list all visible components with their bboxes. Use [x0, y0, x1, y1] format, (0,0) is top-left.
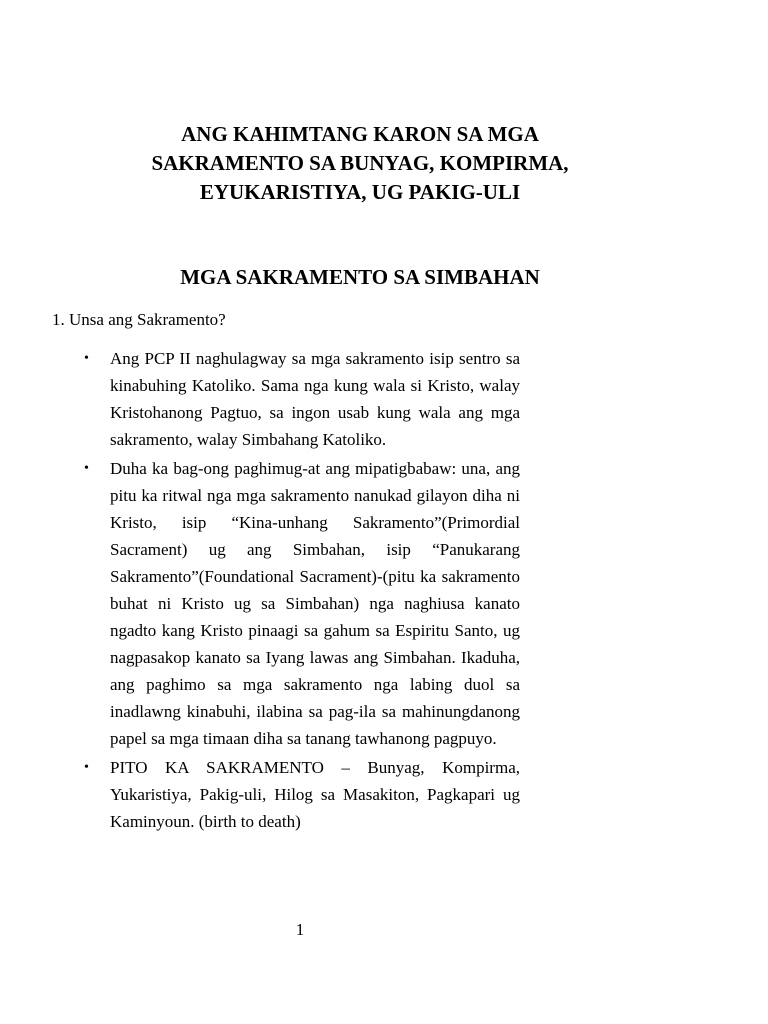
- bullet-item-2: [82, 455, 520, 752]
- title-line-3: EYUKARISTIYA, UG PAKIG-ULI: [199, 180, 521, 204]
- section-heading: MGA SAKRAMENTO SA SIMBAHAN: [180, 265, 540, 289]
- bullet-marker: •: [84, 760, 89, 775]
- bullet-marker: •: [84, 461, 89, 476]
- bullet-item-1: [82, 345, 520, 453]
- bullet-text: Duha ka bag-ong paghimug-at ang mipatigbabaw: una, ang pitu ka ritwal nga mga sakramento nanukad gilayon diha ni Kristo, isip “Kina-unhang Sakramento”(Primordial Sacrament) ug ang Simbahan, isip “Panukarang Sakramento”(Foundational Sacrament)-(pitu ka sakramento buhat ni Kristo ug sa Simbahan) nga naghiusa kanato ngadto kang Kristo pinaagi sa gahum sa Espiritu Santo, ug nagpasakop kanato sa Iyang lawas ang Simbahan. Ikaduha, ang paghimo sa mga sakramento nga labing duol sa inadlawng kinabuhi, ilabina sa pag-ila sa mahinungdanong papel sa mga timaan diha sa tanang tawhanong pagpuyo.: [110, 459, 520, 748]
- bullet-text: PITO KA SAKRAMENTO – Bunyag, Kompirma, Yukaristiya, Pakig-uli, Hilog sa Masakiton, Pagkapari ug Kaminyoun. (birth to death): [110, 758, 520, 831]
- title-line-2: SAKRAMENTO SA BUNYAG, KOMPIRMA,: [151, 151, 569, 175]
- bullet-item-3: [82, 754, 520, 835]
- page-number: 1: [295, 920, 305, 939]
- title-line-1: ANG KAHIMTANG KARON SA MGA: [181, 122, 539, 146]
- bullet-list: [82, 345, 520, 837]
- question-heading: 1. Unsa ang Sakramento?: [52, 310, 226, 329]
- document-title: [60, 120, 660, 207]
- bullet-text: Ang PCP II naghulagway sa mga sakramento isip sentro sa kinabuhing Katoliko. Sama nga kung wala si Kristo, walay Kristohanong Pagtuo, sa ingon usab kung wala ang mga sakramento, walay Simbahang Katoliko.: [110, 349, 520, 449]
- bullet-marker: •: [84, 351, 89, 366]
